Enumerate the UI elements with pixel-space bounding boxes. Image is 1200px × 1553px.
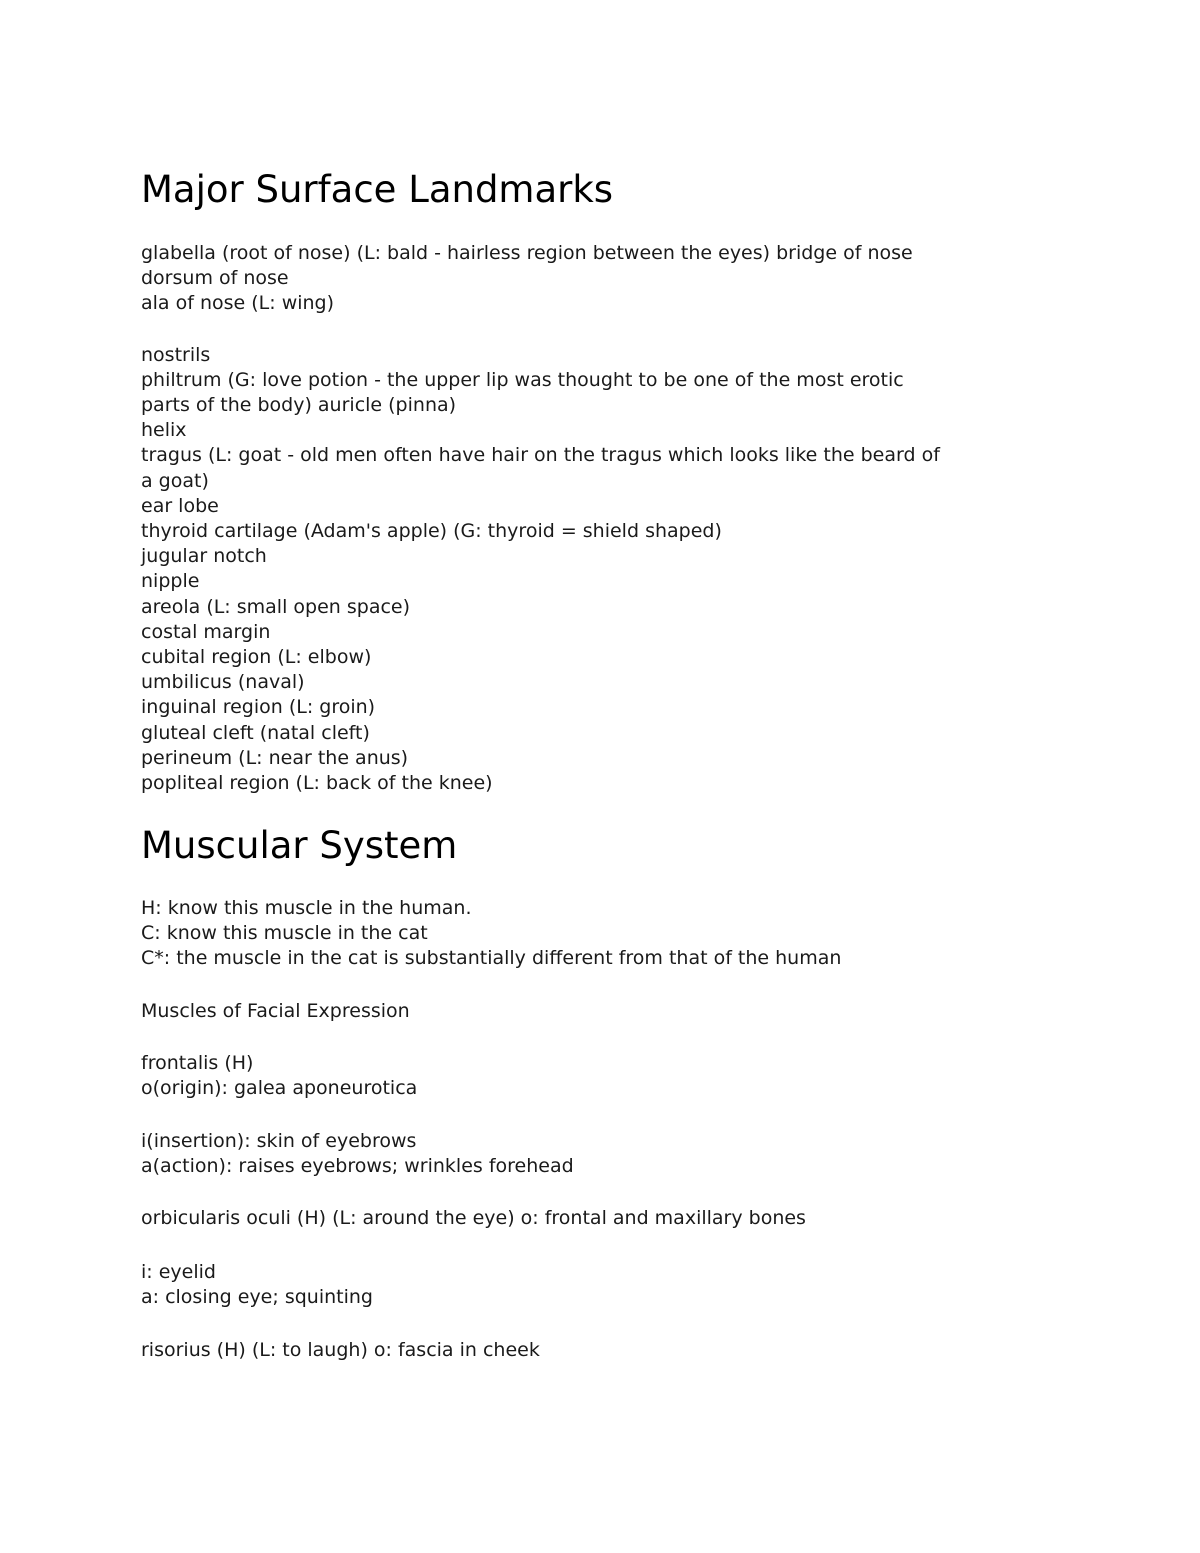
text-line: ear lobe — [141, 494, 219, 517]
text-line: inguinal region (L: groin) — [141, 696, 376, 719]
legend-line: C*: the muscle in the cat is substantially different from that of the human — [141, 947, 842, 970]
text-line: dorsum of nose — [141, 267, 289, 290]
text-line: ala of nose (L: wing) — [141, 292, 335, 315]
text-line: frontalis (H) — [141, 1052, 254, 1074]
section-title-surface-landmarks: Major Surface Landmarks — [141, 168, 614, 211]
text-line: a(action): raises eyebrows; wrinkles forehead — [141, 1155, 574, 1178]
surface-landmarks-list — [141, 241, 1061, 796]
subheading-facial-expression — [141, 999, 1061, 1024]
text-line: i: eyelid — [141, 1261, 216, 1283]
text-line: glabella (root of nose) (L: bald - hairless region between the eyes) bridge of nose — [141, 242, 913, 264]
text-line: nipple — [141, 570, 200, 593]
legend-line: H: know this muscle in the human. — [141, 897, 472, 919]
document-page — [141, 0, 1061, 1553]
frontalis-entry — [141, 1051, 1061, 1101]
text-line: umbilicus (naval) — [141, 671, 305, 694]
frontalis-detail — [141, 1129, 1061, 1179]
text-line: jugular notch — [141, 545, 267, 568]
text-line: costal margin — [141, 620, 271, 643]
subheading: Muscles of Facial Expression — [141, 1000, 410, 1022]
text-line: o(origin): galea aponeurotica — [141, 1077, 418, 1100]
text-line: a goat) — [141, 469, 209, 492]
text-line: a: closing eye; squinting — [141, 1286, 373, 1309]
orbicularis-entry — [141, 1206, 1061, 1231]
text-line: tragus (L: goat - old men often have hair on the tragus which looks like the beard of — [141, 444, 940, 467]
text-line: areola (L: small open space) — [141, 595, 411, 618]
legend-line: C: know this muscle in the cat — [141, 922, 428, 945]
risorius-entry — [141, 1338, 1061, 1363]
text-line: cubital region (L: elbow) — [141, 646, 372, 669]
text-line: gluteal cleft (natal cleft) — [141, 721, 370, 744]
text-line: orbicularis oculi (H) (L: around the eye) o: frontal and maxillary bones — [141, 1207, 806, 1229]
text-line: i(insertion): skin of eyebrows — [141, 1130, 417, 1152]
text-line: popliteal region (L: back of the knee) — [141, 772, 493, 795]
muscle-legend — [141, 896, 1061, 972]
text-line: thyroid cartilage (Adam's apple) (G: thyroid = shield shaped) — [141, 520, 722, 543]
orbicularis-detail — [141, 1260, 1061, 1310]
blank-line — [141, 317, 1061, 343]
text-line: helix — [141, 419, 187, 442]
text-line: risorius (H) (L: to laugh) o: fascia in cheek — [141, 1339, 540, 1361]
section-title-muscular-system: Muscular System — [141, 824, 458, 867]
text-line: nostrils — [141, 343, 211, 366]
text-line: philtrum (G: love potion - the upper lip was thought to be one of the most erotic — [141, 368, 904, 391]
text-line: perineum (L: near the anus) — [141, 746, 409, 769]
text-line: parts of the body) auricle (pinna) — [141, 394, 457, 417]
